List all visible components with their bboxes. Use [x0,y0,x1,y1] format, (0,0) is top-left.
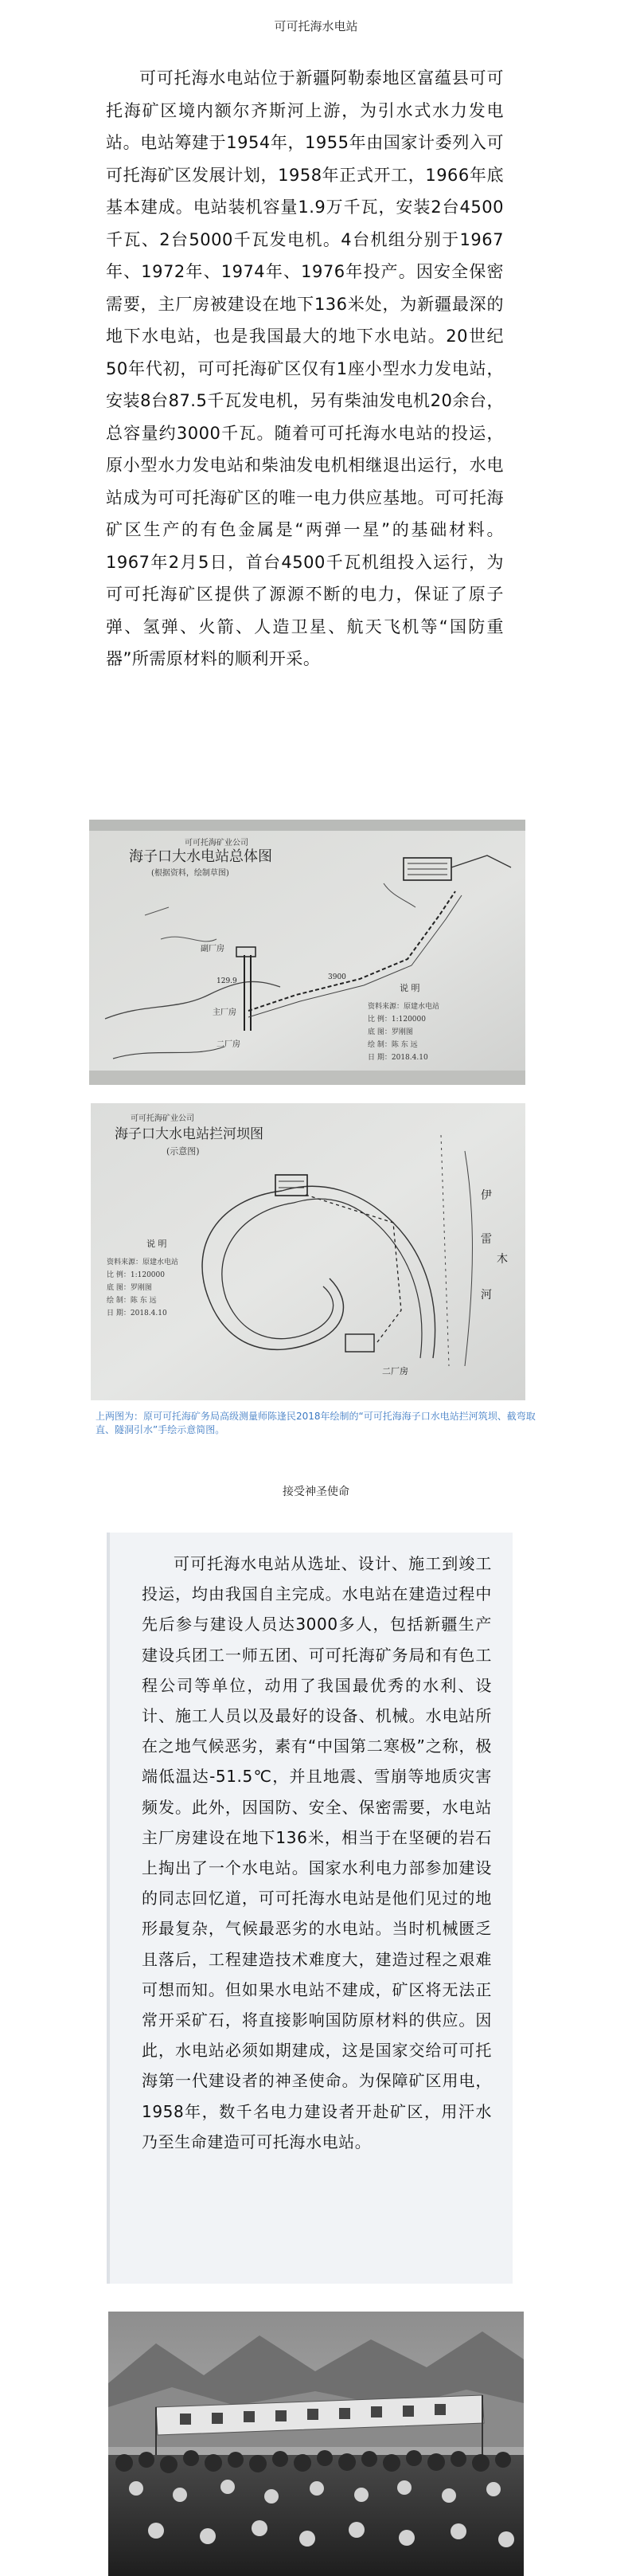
section-heading: 接受神圣使命 [283,1486,349,1498]
map1-label-length: 3900 [328,973,346,981]
quote-paragraph: 可可托海水电站从选址、设计、施工到竣工投运，均由我国自主完成。水电站在建造过程中先后参与建设人员达3000多人，包括新疆生产建设兵团工一师五团、可可托海矿务局和有色工程公司等单位，动用了我国最优秀的水利、设计、施工人员以及最好的设备、机械。水电站所在之地气候恶劣，素有“中国第二寒极”之称，极端低温达-51.5℃，并且地震、雪崩等地质灾害频发。此外，因国防、安全、保密需要，水电站主厂房建设在地下136米，相当于在坚硬的岩石上掏出了一个水电站。国家水利电力部参加建设的同志回忆道，可可托海水电站是他们见过的地形最复杂，气候最恶劣的水电站。当时机械匮乏且落后，工程建造技术难度大，建造过程之艰难可想而知。但如果水电站不建成，矿区将无法正常开采矿石，将直接影响国防原材料的供应。因此，水电站必须如期建成，这是国家交给可可托海第一代建设者的神圣使命。为保障矿区用电，1958年，数千名电力建设者开赴矿区，用汗水乃至生命建造可可托海水电站。 [142,1554,492,2151]
map1-subtitle: (根据资料，绘制草图) [151,869,229,878]
map1-label-main: 主厂房 [213,1008,236,1017]
image-caption: 上两图为：原可可托海矿务局高级测量师陈逢民2018年绘制的“可可托海海子口水电站拦河筑坝、截弯取直、隧洞引水”手绘示意简图。 [96,1411,536,1435]
hand-drawn-map-overview [89,820,525,1085]
map2-label: 伊 [481,1189,492,1202]
map2-legend-line: 比 例：1:120000 [107,1271,165,1279]
map2-label-second-plant: 二厂房 [382,1366,408,1376]
map2-legend-line: 绘 制：陈 东 远 [107,1297,157,1305]
map1-legend-line: 资料来源：原建水电站 [368,1003,440,1011]
map1-legend-line: 底 图：罗刚图 [368,1028,413,1036]
page-title: 可可托海水电站 [274,19,358,33]
map1-title: 海子口大水电站总体图 [129,848,272,865]
map1-legend-line: 日 期：2018.4.10 [368,1054,428,1062]
intro-paragraph: 可可托海水电站位于新疆阿勒泰地区富蕴县可可托海矿区境内额尔齐斯河上游，为引水式水力发电站。电站筹建于1954年，1955年由国家计委列入可可托海矿区发展计划，1958年正式开工，1966年底基本建成。电站装机容量1.9万千瓦，安装2台4500千瓦、2台5000千瓦发电机。4台机组分别于1967年、1972年、1974年、1976年投产。因安全保密需要，主厂房被建设在地下136米处，为新疆最深的地下水电站，也是我国最大的地下水电站。20世纪50年代初，可可托海矿区仅有1座小型水力发电站，安装8台87.5千瓦发电机，另有柴油发电机20余台，总容量约3000千瓦。随着可可托海水电站的投运，原小型水力发电站和柴油发电机相继退出运行，水电站成为可可托海矿区的唯一电力供应基地。可可托海矿区生产的有色金属是“两弹一星”的基础材料。1967年2月5日，首台4500千瓦机组投入运行，为可可托海矿区提供了源源不断的电力，保证了原子弹、氢弹、火箭、人造卫星、航天飞机等“国防重器”所需原材料的顺利开采。 [106,69,504,668]
map1-label-depth: 129.9 [217,977,237,985]
map2-label: 河 [481,1289,492,1302]
historical-crowd-photo [108,2312,524,2576]
map2-legend-title: 说 明 [146,1239,167,1249]
map2-title: 海子口大水电站拦河坝图 [115,1126,263,1142]
map2-label: 木 [497,1253,508,1266]
map2-subtitle: (示意图) [166,1146,200,1157]
map1-legend-line: 绘 制：陈 东 远 [368,1041,418,1049]
map2-header-small: 可可托海矿业公司 [131,1114,194,1123]
map2-label: 雷 [481,1233,492,1246]
map1-label-second: 二厂房 [217,1040,240,1049]
hand-drawn-map-dam [91,1103,525,1400]
map1-header-small: 可可托海矿业公司 [185,839,248,848]
map2-legend-line: 日 期：2018.4.10 [107,1310,167,1317]
map1-legend-line: 比 例：1:120000 [368,1016,426,1024]
map2-legend-line: 资料来源：原建水电站 [107,1259,179,1266]
map1-label-annex: 副厂房 [201,945,224,953]
map1-legend-title: 说 明 [400,983,420,993]
quote-block [107,1533,513,2284]
map2-legend-line: 底 图：罗刚图 [107,1284,152,1292]
